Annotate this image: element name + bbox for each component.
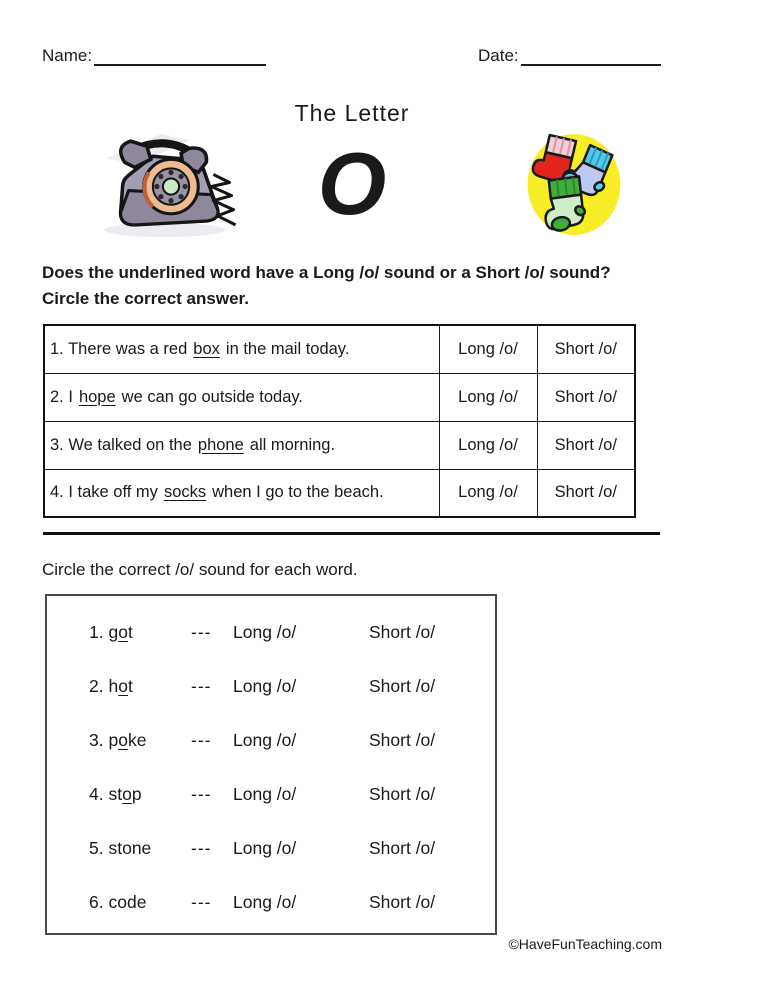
word: 2. hot <box>89 675 133 696</box>
dash-separator: --- <box>191 783 212 804</box>
underlined-letter: o <box>122 783 132 804</box>
word: 1. got <box>89 621 133 642</box>
word: 4. stop <box>89 783 142 804</box>
sentence-post: all morning. <box>249 435 336 454</box>
sentence-pre: I take off my <box>68 483 158 502</box>
short-o-option[interactable]: Short /o/ <box>369 729 436 750</box>
word-list-item <box>47 659 495 713</box>
item-number: 4. <box>50 483 64 502</box>
section2-instructions: Circle the correct /o/ sound for each word. <box>42 560 358 579</box>
sentence-pre: I <box>68 387 73 406</box>
sentence-cell <box>44 325 439 373</box>
short-o-option[interactable]: Short /o/ <box>369 837 436 858</box>
item-number: 3. <box>50 435 64 454</box>
featured-letter: O <box>317 134 387 233</box>
item-number: 5. <box>89 837 104 858</box>
long-o-option[interactable]: Long /o/ <box>439 421 537 469</box>
item-number: 3. <box>89 729 104 750</box>
item-number: 1. <box>50 339 64 358</box>
word: 6. code <box>89 891 147 912</box>
dash-separator: --- <box>191 837 212 858</box>
socks-clipart-icon <box>515 127 633 240</box>
short-o-option[interactable]: Short /o/ <box>369 621 436 642</box>
sentence-pre: We talked on the <box>68 435 192 454</box>
word-list-box <box>45 594 497 935</box>
copyright-credit: ©HaveFunTeaching.com <box>508 936 662 952</box>
word-list-item <box>47 821 495 875</box>
long-o-option[interactable]: Long /o/ <box>233 783 297 804</box>
item-number: 4. <box>89 783 104 804</box>
word-list-item <box>47 713 495 767</box>
short-o-option[interactable]: Short /o/ <box>369 891 436 912</box>
long-o-option[interactable]: Long /o/ <box>233 675 297 696</box>
section1-instructions: Does the underlined word have a Long /o/ sound or a Short /o/ sound? Circle the correct answer. <box>42 263 611 308</box>
table-row <box>44 421 635 469</box>
dash-separator: --- <box>191 675 212 696</box>
quiz-table <box>43 324 636 518</box>
sentence-cell <box>44 469 439 517</box>
short-o-option[interactable]: Short /o/ <box>369 675 436 696</box>
long-o-option[interactable]: Long /o/ <box>439 469 537 517</box>
underlined-word: socks <box>163 483 207 502</box>
long-o-option[interactable]: Long /o/ <box>439 325 537 373</box>
word-list-item <box>47 605 495 659</box>
item-number: 6. <box>89 891 104 912</box>
item-number: 2. <box>50 387 64 406</box>
underlined-word: phone <box>197 435 244 454</box>
sentence-post: in the mail today. <box>225 339 350 358</box>
long-o-option[interactable]: Long /o/ <box>439 373 537 421</box>
short-o-option[interactable]: Short /o/ <box>537 325 635 373</box>
underlined-letter: o <box>118 729 128 750</box>
short-o-option[interactable]: Short /o/ <box>537 469 635 517</box>
word-list-item <box>47 767 495 821</box>
sentence-post: we can go outside today. <box>121 387 303 406</box>
long-o-option[interactable]: Long /o/ <box>233 891 297 912</box>
telephone-clipart-icon <box>94 124 246 240</box>
section-divider <box>43 532 660 535</box>
item-number: 1. <box>89 621 104 642</box>
table-row <box>44 325 635 373</box>
name-field <box>42 46 266 66</box>
sentence-cell <box>44 373 439 421</box>
long-o-option[interactable]: Long /o/ <box>233 621 297 642</box>
date-blank-line[interactable] <box>521 49 661 66</box>
table-row <box>44 373 635 421</box>
underlined-word: hope <box>78 387 116 406</box>
page-title: The Letter <box>294 100 410 126</box>
sentence-post: when I go to the beach. <box>212 483 384 502</box>
word-list-item <box>47 875 495 929</box>
word: 3. poke <box>89 729 147 750</box>
underlined-letter: o <box>118 621 128 642</box>
long-o-option[interactable]: Long /o/ <box>233 729 297 750</box>
name-label: Name: <box>42 46 93 65</box>
long-o-option[interactable]: Long /o/ <box>233 837 297 858</box>
short-o-option[interactable]: Short /o/ <box>369 783 436 804</box>
sentence-cell <box>44 421 439 469</box>
table-row <box>44 469 635 517</box>
underlined-letter: o <box>118 675 128 696</box>
name-blank-line[interactable] <box>94 49 266 66</box>
item-number: 2. <box>89 675 104 696</box>
word: 5. stone <box>89 837 152 858</box>
short-o-option[interactable]: Short /o/ <box>537 421 635 469</box>
sentence-pre: There was a red <box>68 339 188 358</box>
date-field <box>478 46 661 66</box>
dash-separator: --- <box>191 729 212 750</box>
dash-separator: --- <box>191 621 212 642</box>
date-label: Date: <box>478 46 519 65</box>
short-o-option[interactable]: Short /o/ <box>537 373 635 421</box>
dash-separator: --- <box>191 891 212 912</box>
underlined-word: box <box>193 339 220 358</box>
